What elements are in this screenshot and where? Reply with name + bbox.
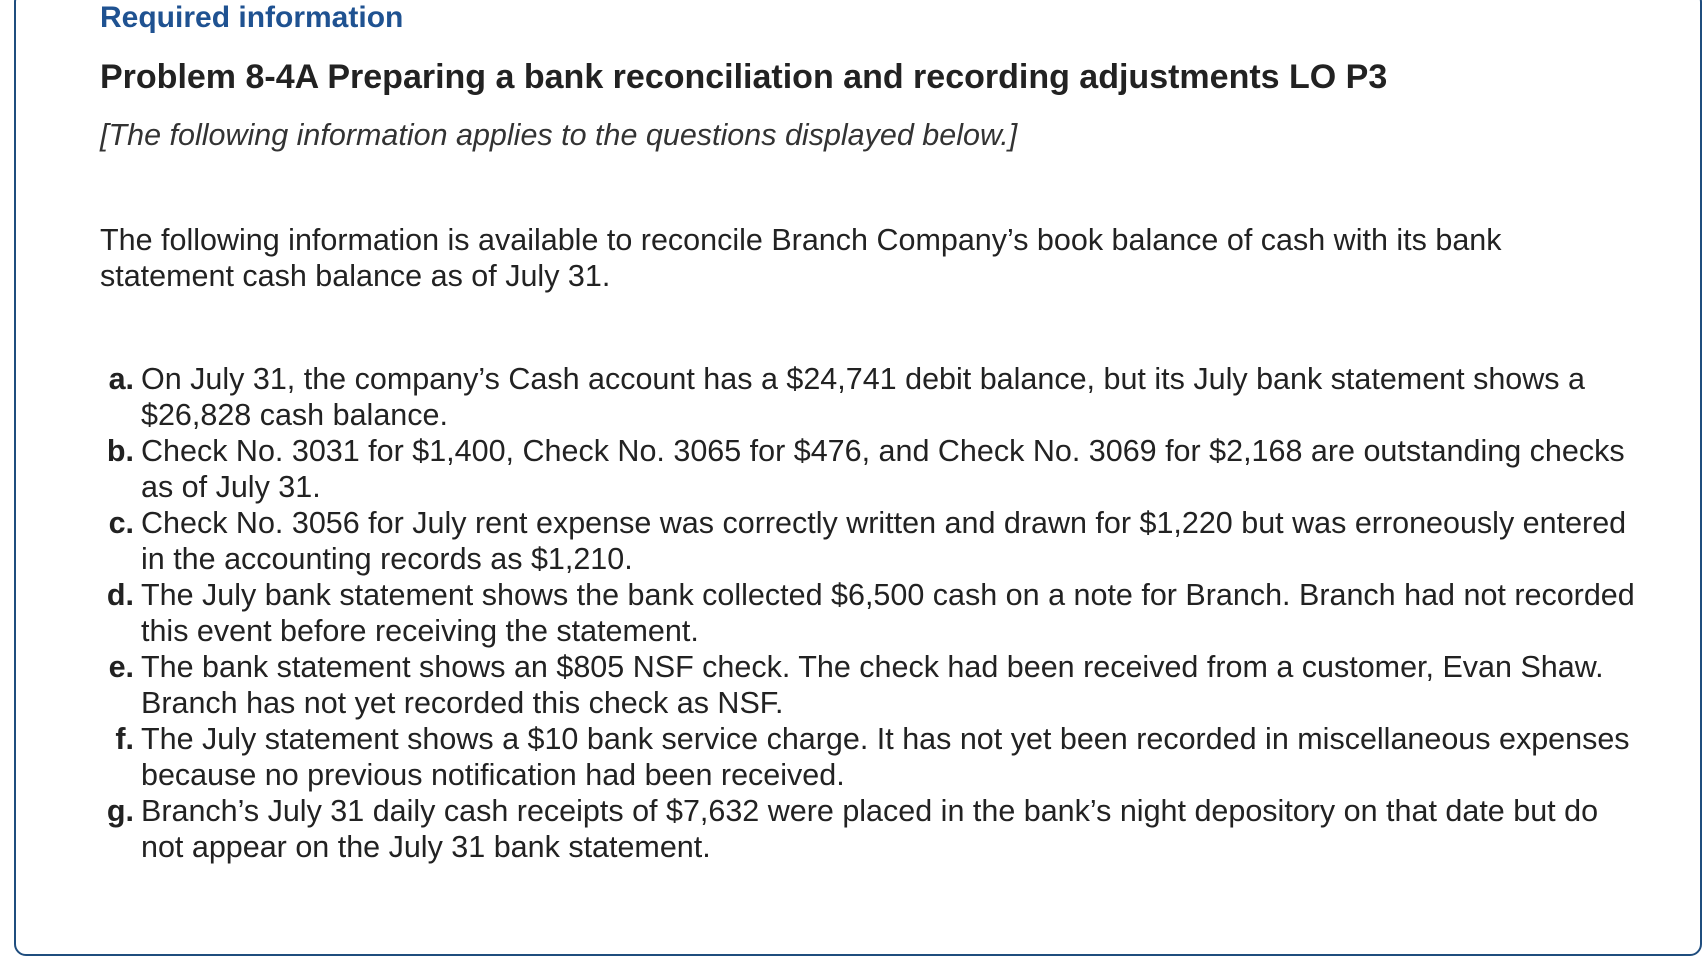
item-letter: b. [106, 434, 134, 468]
item-letter: d. [106, 578, 134, 612]
list-item-d [100, 577, 1640, 649]
list-item-b [100, 433, 1640, 505]
reconciliation-items-list [100, 361, 1640, 865]
info-note: [The following information applies to the questions displayed below.] [100, 118, 1018, 152]
required-info-heading: Required information [100, 1, 404, 34]
item-letter: c. [108, 506, 134, 540]
item-text: Branch’s July 31 daily cash receipts of $7,632 were placed in the bank’s night depository on that date but do not appear on the July 31 bank statement. [141, 794, 1599, 864]
item-letter: e. [108, 650, 134, 684]
item-letter: a. [108, 362, 134, 396]
item-letter: f. [115, 722, 134, 756]
list-item-e [100, 649, 1640, 721]
intro-paragraph: The following information is available to reconcile Branch Company’s book balance of cash with its bank statement cash balance as of July 31. [100, 223, 1502, 293]
list-item-g [100, 793, 1640, 865]
item-text: Check No. 3031 for $1,400, Check No. 3065 for $476, and Check No. 3069 for $2,168 are outstanding checks as of July 31. [141, 434, 1625, 504]
list-item-c [100, 505, 1640, 577]
item-text: Check No. 3056 for July rent expense was correctly written and drawn for $1,220 but was erroneously entered in the accounting records as $1,210. [141, 506, 1627, 576]
item-letter: g. [106, 794, 134, 828]
item-text: The July statement shows a $10 bank service charge. It has not yet been recorded in miscellaneous expenses because no previous notification had been received. [141, 722, 1630, 792]
problem-title: Problem 8-4A Preparing a bank reconciliation and recording adjustments LO P3 [100, 58, 1388, 96]
item-text: On July 31, the company’s Cash account has a $24,741 debit balance, but its July bank statement shows a $26,828 cash balance. [141, 362, 1585, 432]
list-item-a [100, 361, 1640, 433]
item-text: The July bank statement shows the bank collected $6,500 cash on a note for Branch. Branch had not recorded this event before receiving the statement. [141, 578, 1635, 648]
item-text: The bank statement shows an $805 NSF check. The check had been received from a customer, Evan Shaw. Branch has not yet recorded this check as NSF. [141, 650, 1604, 720]
list-item-f [100, 721, 1640, 793]
